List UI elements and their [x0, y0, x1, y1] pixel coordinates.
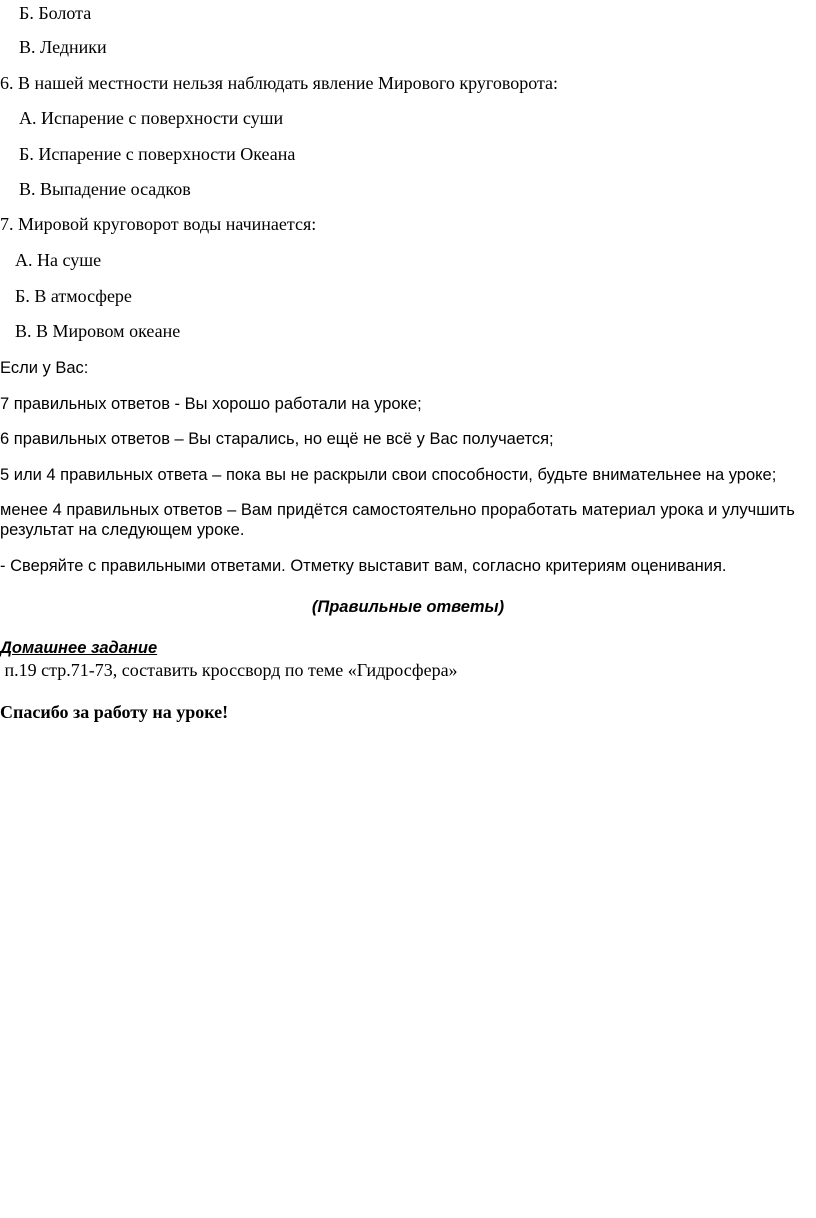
- check-note: - Сверяйте с правильными ответами. Отметку выставит вам, согласно критериям оценивания.: [0, 557, 727, 575]
- homework-heading: Домашнее задание: [0, 639, 158, 657]
- q7-question: 7. Мировой круговорот воды начинается:: [0, 214, 317, 234]
- q6-option-c: В. Выпадение осадков: [19, 179, 191, 199]
- grading-intro: Если у Вас:: [0, 359, 89, 377]
- q5-option-c: В. Ледники: [19, 37, 107, 57]
- answers-heading: (Правильные ответы): [311, 598, 505, 616]
- grading-line-5-4: 5 или 4 правильных ответа – пока вы не раскрыли свои способности, будьте внимательнее на уроке;: [0, 466, 777, 484]
- grading-line-less-4-cont: результат на следующем уроке.: [0, 521, 245, 539]
- q7-option-a: А. На суше: [15, 250, 102, 270]
- q6-question: 6. В нашей местности нельзя наблюдать явление Мирового круговорота:: [0, 73, 559, 93]
- q5-option-b: Б. Болота: [19, 3, 92, 23]
- q6-option-a: А. Испарение с поверхности суши: [19, 108, 284, 128]
- thanks-text: Спасибо за работу на уроке!: [0, 702, 229, 722]
- grading-line-less-4: менее 4 правильных ответов – Вам придётся самостоятельно проработать материал урока и улучшить: [0, 501, 795, 519]
- grading-line-6: 6 правильных ответов – Вы старались, но ещё не всё у Вас получается;: [0, 430, 554, 448]
- q7-option-b: Б. В атмосфере: [15, 286, 132, 306]
- q7-option-c: В. В Мировом океане: [15, 321, 181, 341]
- homework-text: п.19 стр.71-73, составить кроссворд по теме «Гидросфера»: [0, 660, 458, 680]
- q6-option-b: Б. Испарение с поверхности Океана: [19, 144, 296, 164]
- grading-line-7: 7 правильных ответов - Вы хорошо работали на уроке;: [0, 395, 422, 413]
